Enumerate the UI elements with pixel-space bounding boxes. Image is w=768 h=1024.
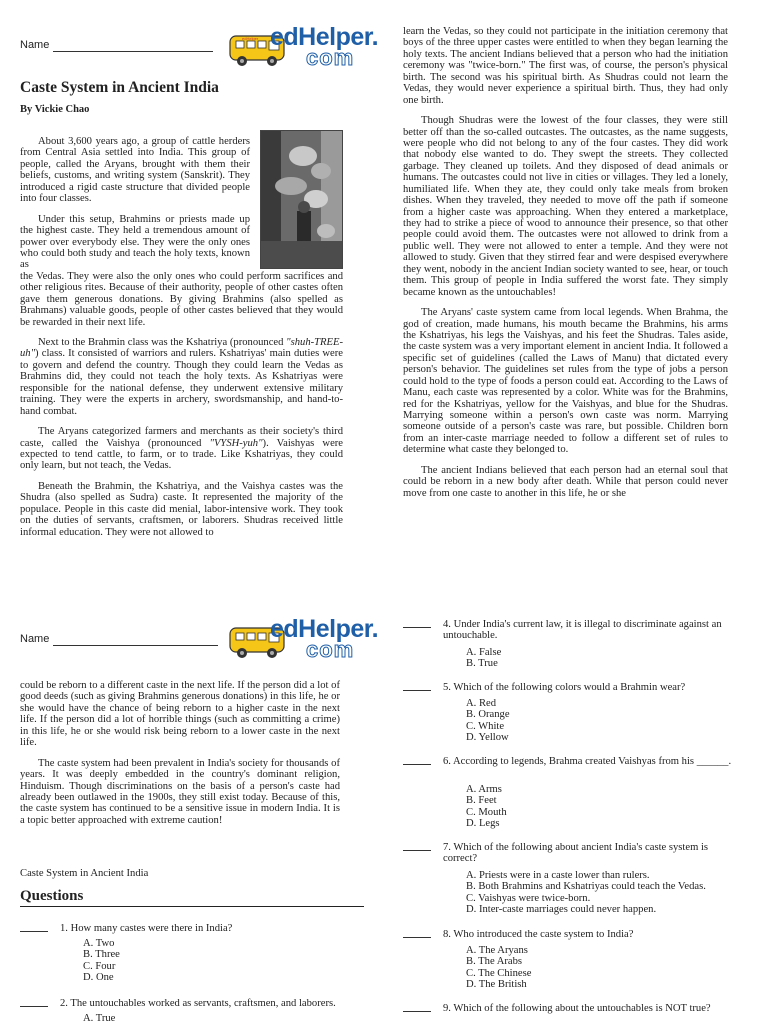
option[interactable]: D. Legs (466, 818, 500, 830)
option[interactable]: B. Orange (466, 709, 510, 721)
answer-blank[interactable] (403, 1011, 431, 1012)
paragraph-1: About 3,600 years ago, a group of cattle herders from Central Asia settled into India. This group of people, called the Aryans, brought with them their beliefs, customs, and writing system (Sanskrit). They introduced a rigid caste structure that divided people into four classes. (20, 136, 250, 205)
paragraph-2b: the Vedas. They were also the only ones who could perform sacrifices and other religious rites. Because of their authority, people of other castes often gave them generous donations. By giving Brahmins (also spelled as Brahmans) valuable goods, people of other castes believed that they would be rewarded in their next life. (20, 270, 343, 328)
questions-heading: Questions (20, 888, 84, 904)
paragraph-5: Beneath the Brahmin, the Kshatriya, and the Vaishya castes was the Shudra (also spelled as Sudra) caste. It represented the majority of the populace. People in this caste did menial, labor-intensive work. They took on the duties of servants, craftsmen, or laborers. Shudras received little informal education. They were not allowed to (20, 480, 343, 538)
option[interactable]: C. Vaishyas were twice-born. (466, 892, 591, 904)
paragraph-10: could be reborn to a different caste in the next life. If the person did a lot of good deeds (such as giving Brahmins generous donations) in this life, he or she would have the chance of being reborn to a higher caste in the next life. If the person did a lot of horrible things (such as committing a crime) in this life, he or she would risk being reborn to a lower caste in the next life. (20, 680, 340, 749)
question-2 (20, 998, 365, 1024)
answer-options (466, 945, 531, 991)
option[interactable]: D. The British (466, 979, 527, 991)
answer-blank[interactable] (20, 1006, 48, 1007)
option[interactable]: A. True (83, 1013, 116, 1024)
option[interactable]: C. White (466, 720, 505, 732)
paragraph-4: The Aryans categorized farmers and merchants as their society's third caste, called the Vaishya (pronounced "VYSH-yuh"). Vaishyas were expected to tend cattle, to farm, or to trade. Like Kshatriyas, they could only learn, but not teach, the Vedas. (20, 426, 344, 472)
answer-options (466, 698, 510, 744)
name-label: Name (20, 633, 50, 645)
option[interactable]: C. Four (83, 960, 116, 972)
answer-options (466, 647, 501, 670)
question-text: 5. Which of the following colors would a Brahmin wear? (443, 682, 686, 693)
question-9 (403, 1003, 748, 1023)
answer-blank[interactable] (403, 937, 431, 938)
answer-options (466, 870, 706, 916)
logo-com-text: com (306, 637, 355, 662)
option[interactable]: D. Yellow (466, 732, 509, 744)
question-4 (403, 619, 748, 671)
question-7 (403, 842, 748, 922)
answer-blank[interactable] (403, 627, 431, 628)
option[interactable]: B. Both Brahmins and Kshatriyas could teach the Vedas. (466, 881, 706, 893)
article-title: Caste System in Ancient India (20, 79, 219, 96)
option[interactable]: A. Red (466, 698, 497, 709)
paragraph-11: The caste system had been prevalent in India's society for thousands of years. It was deeply embedded in the country's dominant religion, Hinduism. Though discriminations on the basis of a person's caste had already been outlawed in the 1900s, they still exist today. Because of this, the caste system has continued to be a sensitive issue in modern India. It is a topic better approached with extreme caution! (20, 757, 340, 826)
paragraph-8: The Aryans' caste system came from local legends. When Brahma, the god of creation, made humans, his mouth became the Brahmins, his arms the Kshatriyas, his legs the Vaishyas, and his feet the Shudras. Tales aside, the caste system was a very important element in ancient India. It followed a specific set of guidelines (called the Laws of Manu) that dictated every person's behavior. The guidelines set rules from the type of jobs a person could hold to the type of foods a person could eat. According to the Laws of Manu, each caste was represented by a color. White was for the Brahmins, red for the Kshatriyas, yellow for the Vaishyas, and blue for the Shudras. Marrying someone within a person's own caste was norm. Marrying someone outside of a person's caste was rare, but possible. Children born from an inter-caste marriage needed to follow a different set of rules to determine what caste they belonged to. (403, 307, 728, 456)
answer-options (83, 938, 120, 984)
article-column-2 (403, 26, 728, 508)
option[interactable]: B. Three (83, 949, 120, 961)
option[interactable]: C. The Chinese (466, 967, 532, 979)
name-field-1 (20, 40, 213, 52)
question-text: 9. Which of the following about the untouchables is NOT true? (443, 1003, 711, 1014)
logo-edhelper-text: edHelper. (270, 615, 379, 643)
answer-options (83, 1013, 115, 1024)
question-6 (403, 756, 748, 836)
answer-blank[interactable] (20, 931, 48, 932)
answer-blank[interactable] (403, 690, 431, 691)
edhelper-logo-2 (228, 614, 378, 666)
option[interactable]: A. Priests were in a caste lower than rulers. (466, 870, 650, 881)
questions-divider (20, 906, 364, 907)
article-column-1 (20, 136, 343, 547)
option[interactable]: A. Arms (466, 784, 502, 795)
option[interactable]: D. One (83, 972, 114, 984)
name-label: Name (20, 39, 50, 51)
name-line (53, 42, 213, 52)
question-5 (403, 682, 748, 747)
paragraph-9: The ancient Indians believed that each person had an eternal soul that could be reborn in a new body after death. While that person could never move from one caste to another in this life, he or she (403, 464, 728, 499)
option[interactable]: D. Inter-caste marriages could never happen. (466, 904, 657, 916)
option[interactable]: B. Feet (466, 795, 497, 807)
answer-blank[interactable] (403, 764, 431, 765)
question-text: 4. Under India's current law, it is illegal to discriminate against an untouchable. (443, 619, 722, 642)
question-text: 6. According to legends, Brahma created Vaishyas from his ______. (443, 756, 732, 767)
paragraph-6: learn the Vedas, so they could not participate in the initiation ceremony that boys of the three upper castes were entitled to when they began learning the holy texts. The ancient Indians believed that a person who had the initiation ceremony was "twice-born." The first was, of course, the person's physical birth. The second was his spiritual birth. As Shudras could not learn the Vedas, they would never experience a spiritual birth. Thus, they had only one birth. (403, 26, 728, 106)
question-text: 7. Which of the following about ancient India's caste system is correct? (443, 842, 709, 865)
answer-options (466, 784, 507, 830)
paragraph-2a: Under this setup, Brahmins or priests made up the highest caste. They held a tremendous amount of power over everybody else. They were the only ones who could both study and teach the holy texts, known as (20, 213, 250, 271)
option[interactable]: A. The Aryans (466, 945, 528, 956)
article-byline: By Vickie Chao (20, 104, 90, 115)
option[interactable]: A. False (466, 647, 502, 658)
question-1 (20, 923, 365, 993)
option[interactable]: B. The Arabs (466, 956, 523, 968)
paragraph-7: Though Shudras were the lowest of the four classes, they were still better off than the so-called outcastes. The outcastes, as the name suggests, were people who did not belong to any of the four castes. They did work that nobody else wanted to do. They swept the streets. They collected garbage. They cleaned up toilets. And they disposed of dead animals or humans. The outcastes could not live in cities or villages. They led a lonely, humiliated life. When they ate, they could only take meals from broken dishes. When they traveled, they needed to move off the path if someone from a higher caste was approaching. When they entered a marketplace, they had to strike a piece of wood to announce their presence, so that other people could avoid them. The outcastes were not allowed to drink from a public well. They were not allowed to enter a temple. And they were not allowed to study. Given that they stirred fear and were despised everywhere they went, nobody in the ancient Indian society wanted to see, hear, or touch them. This group of people in India suffered the worst fate. They simply became known as the untouchables! (403, 115, 728, 298)
edhelper-logo-1 (228, 22, 378, 74)
question-8 (403, 929, 748, 995)
question-text: 2. The untouchables worked as servants, craftsmen, and laborers. (60, 998, 336, 1009)
name-line (53, 636, 218, 646)
logo-com-text: com (306, 45, 355, 70)
option[interactable]: B. True (466, 658, 498, 670)
article-column-3 (20, 680, 340, 835)
option[interactable]: A. Two (83, 938, 115, 949)
svg-text:edHelper: edHelper (242, 36, 259, 41)
logo-edhelper-text: edHelper. (270, 23, 379, 51)
answer-blank[interactable] (403, 850, 431, 851)
paragraph-3: Next to the Brahmin class was the Kshatriya (pronounced "shuh-TREE-uh") class. It consisted of warriors and rulers. Kshatriyas' main duties were to govern and defend the country. Though they could learn the Vedas as Brahmins did, they could not teach the holy texts. As Kshatriyas were responsible for the national defense, they underwent extensive military training. They were the experts in archery, swordsmanship, and hand-to-hand combat. (20, 337, 343, 417)
question-text: 8. Who introduced the caste system to India? (443, 929, 634, 940)
question-text: 1. How many castes were there in India? (60, 923, 233, 934)
option[interactable]: C. Mouth (466, 806, 507, 818)
name-field-2 (20, 634, 218, 646)
questions-small-title: Caste System in Ancient India (20, 868, 149, 879)
